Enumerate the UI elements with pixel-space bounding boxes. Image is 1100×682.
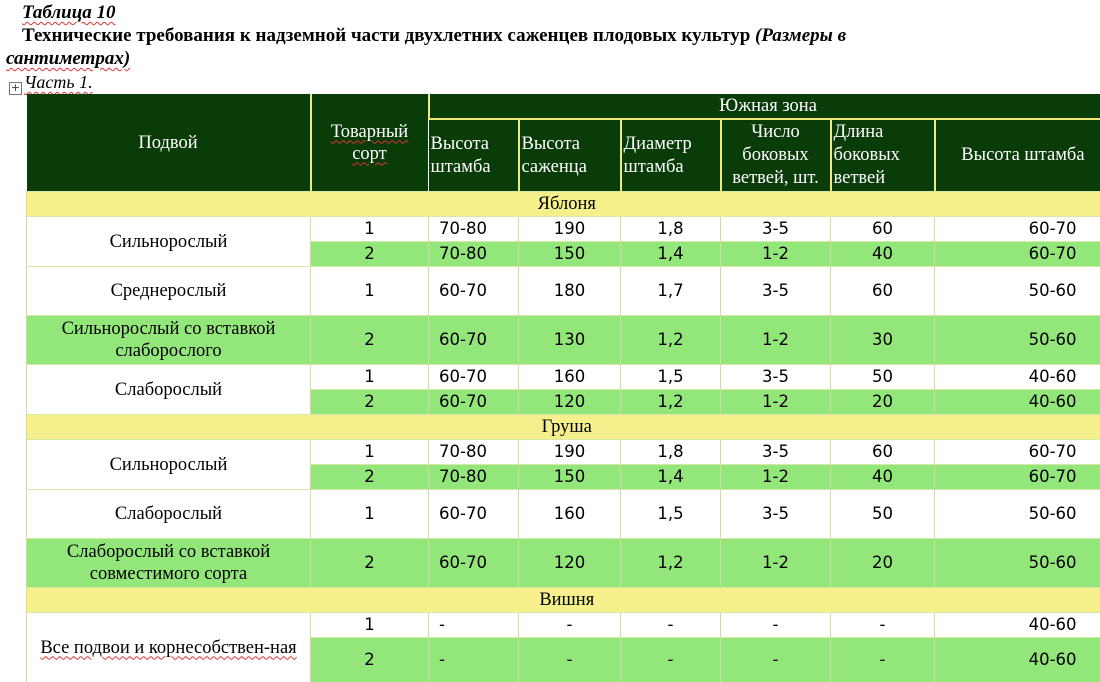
value-cell: 50-60 <box>935 539 1100 588</box>
value-cell: 190 <box>519 440 621 465</box>
value-cell: 60-70 <box>429 539 519 588</box>
section-row <box>27 192 1100 217</box>
section-row <box>27 588 1100 613</box>
requirements-table <box>26 94 1100 682</box>
header-rootstock: Подвой <box>27 94 311 192</box>
value-cell: 1,8 <box>621 217 721 242</box>
value-cell: 1-2 <box>721 316 831 365</box>
table-row <box>27 365 1100 390</box>
rootstock-cell: Сильнорослый со вставкой слаборослого <box>27 316 311 365</box>
grade-cell: 1 <box>311 490 429 539</box>
grade-cell: 2 <box>311 465 429 490</box>
grade-cell: 2 <box>311 242 429 267</box>
value-cell: - <box>519 613 621 638</box>
value-cell: 40 <box>831 242 935 267</box>
table-row <box>27 613 1100 638</box>
value-cell: 50-60 <box>935 267 1100 316</box>
value-cell: 60 <box>831 440 935 465</box>
table-row <box>27 440 1100 465</box>
section-title: Вишня <box>27 588 1100 613</box>
value-cell: 40-60 <box>935 613 1100 638</box>
grade-cell: 2 <box>311 638 429 682</box>
value-cell: 60-70 <box>429 390 519 415</box>
grade-cell: 2 <box>311 539 429 588</box>
value-cell: 190 <box>519 217 621 242</box>
value-cell: 1,7 <box>621 267 721 316</box>
value-cell: 40-60 <box>935 638 1100 682</box>
value-cell: 1,5 <box>621 365 721 390</box>
value-cell: 50 <box>831 365 935 390</box>
value-cell: - <box>429 638 519 682</box>
value-cell: 20 <box>831 390 935 415</box>
value-cell: 60-70 <box>429 365 519 390</box>
value-cell: 120 <box>519 390 621 415</box>
grade-cell: 1 <box>311 440 429 465</box>
value-cell: 3-5 <box>721 217 831 242</box>
value-cell: 180 <box>519 267 621 316</box>
value-cell: 40 <box>831 465 935 490</box>
value-cell: 60-70 <box>429 490 519 539</box>
header-col-stem-height-2: Высота штамба <box>935 119 1100 192</box>
value-cell: - <box>621 613 721 638</box>
table-title: Технические требования к надземной части двухлетних саженцев плодовых культур (Размеры в <box>22 25 846 47</box>
value-cell: 60-70 <box>935 440 1100 465</box>
table-number: Таблица 10 <box>22 2 116 24</box>
value-cell: 1-2 <box>721 539 831 588</box>
table-units: сантиметрах) <box>6 48 130 70</box>
rootstock-cell: Слаборослый <box>27 365 311 415</box>
grade-cell: 1 <box>311 217 429 242</box>
value-cell: 60-70 <box>935 242 1100 267</box>
grade-cell: 2 <box>311 390 429 415</box>
value-cell: 1-2 <box>721 242 831 267</box>
value-cell: 50-60 <box>935 490 1100 539</box>
table-row <box>27 490 1100 539</box>
header-zone: Южная зона <box>429 94 1100 119</box>
grade-cell: 2 <box>311 316 429 365</box>
value-cell: 3-5 <box>721 490 831 539</box>
grade-cell: 1 <box>311 267 429 316</box>
value-cell: 3-5 <box>721 267 831 316</box>
value-cell: - <box>721 613 831 638</box>
rootstock-cell: Все подвои и корнесобствен-ная <box>27 613 311 682</box>
value-cell: - <box>831 638 935 682</box>
table-move-handle-icon[interactable]: + <box>9 82 22 95</box>
value-cell: 60-70 <box>429 267 519 316</box>
value-cell: - <box>721 638 831 682</box>
value-cell: 160 <box>519 365 621 390</box>
value-cell: 60-70 <box>935 465 1100 490</box>
value-cell: 50-60 <box>935 316 1100 365</box>
value-cell: 1,2 <box>621 539 721 588</box>
value-cell: 1,2 <box>621 390 721 415</box>
table-body <box>27 192 1100 682</box>
value-cell: 40-60 <box>935 390 1100 415</box>
rootstock-cell: Сильнорослый <box>27 217 311 267</box>
section-title: Груша <box>27 415 1100 440</box>
value-cell: 1,8 <box>621 440 721 465</box>
value-cell: 150 <box>519 242 621 267</box>
value-cell: 1-2 <box>721 390 831 415</box>
value-cell: 60-70 <box>429 316 519 365</box>
value-cell: 1,2 <box>621 316 721 365</box>
value-cell: 70-80 <box>429 217 519 242</box>
value-cell: 30 <box>831 316 935 365</box>
header-col-branch-count: Число боковых ветвей, шт. <box>721 119 831 192</box>
value-cell: 3-5 <box>721 365 831 390</box>
value-cell: 60-70 <box>935 217 1100 242</box>
value-cell: 1,4 <box>621 242 721 267</box>
rootstock-cell: Слаборослый со вставкой совместимого сорта <box>27 539 311 588</box>
value-cell: 50 <box>831 490 935 539</box>
value-cell: 20 <box>831 539 935 588</box>
table-row <box>27 316 1100 365</box>
value-cell: 40-60 <box>935 365 1100 390</box>
value-cell: 1,5 <box>621 490 721 539</box>
value-cell: 120 <box>519 539 621 588</box>
grade-cell: 1 <box>311 613 429 638</box>
header-col-branch-length: Длина боковых ветвей <box>831 119 935 192</box>
table-row <box>27 217 1100 242</box>
value-cell: 60 <box>831 217 935 242</box>
grade-cell: 1 <box>311 365 429 390</box>
value-cell: 60 <box>831 267 935 316</box>
value-cell: - <box>831 613 935 638</box>
rootstock-cell: Среднерослый <box>27 267 311 316</box>
value-cell: 160 <box>519 490 621 539</box>
value-cell: 70-80 <box>429 465 519 490</box>
value-cell: 130 <box>519 316 621 365</box>
section-row <box>27 415 1100 440</box>
table-part: Часть 1. <box>24 72 93 93</box>
rootstock-cell: Слаборослый <box>27 490 311 539</box>
table-row <box>27 539 1100 588</box>
value-cell: 70-80 <box>429 440 519 465</box>
value-cell: - <box>621 638 721 682</box>
value-cell: - <box>429 613 519 638</box>
header-col-stem-height: Высота штамба <box>429 119 519 192</box>
value-cell: - <box>519 638 621 682</box>
value-cell: 70-80 <box>429 242 519 267</box>
value-cell: 3-5 <box>721 440 831 465</box>
value-cell: 1,4 <box>621 465 721 490</box>
header-grade: Товарный сорт <box>311 94 429 192</box>
header-col-sapling-height: Высота саженца <box>519 119 621 192</box>
header-col-stem-diameter: Диаметр штамба <box>621 119 721 192</box>
value-cell: 1-2 <box>721 465 831 490</box>
rootstock-cell: Сильнорослый <box>27 440 311 490</box>
value-cell: 150 <box>519 465 621 490</box>
section-title: Яблоня <box>27 192 1100 217</box>
table-row <box>27 267 1100 316</box>
